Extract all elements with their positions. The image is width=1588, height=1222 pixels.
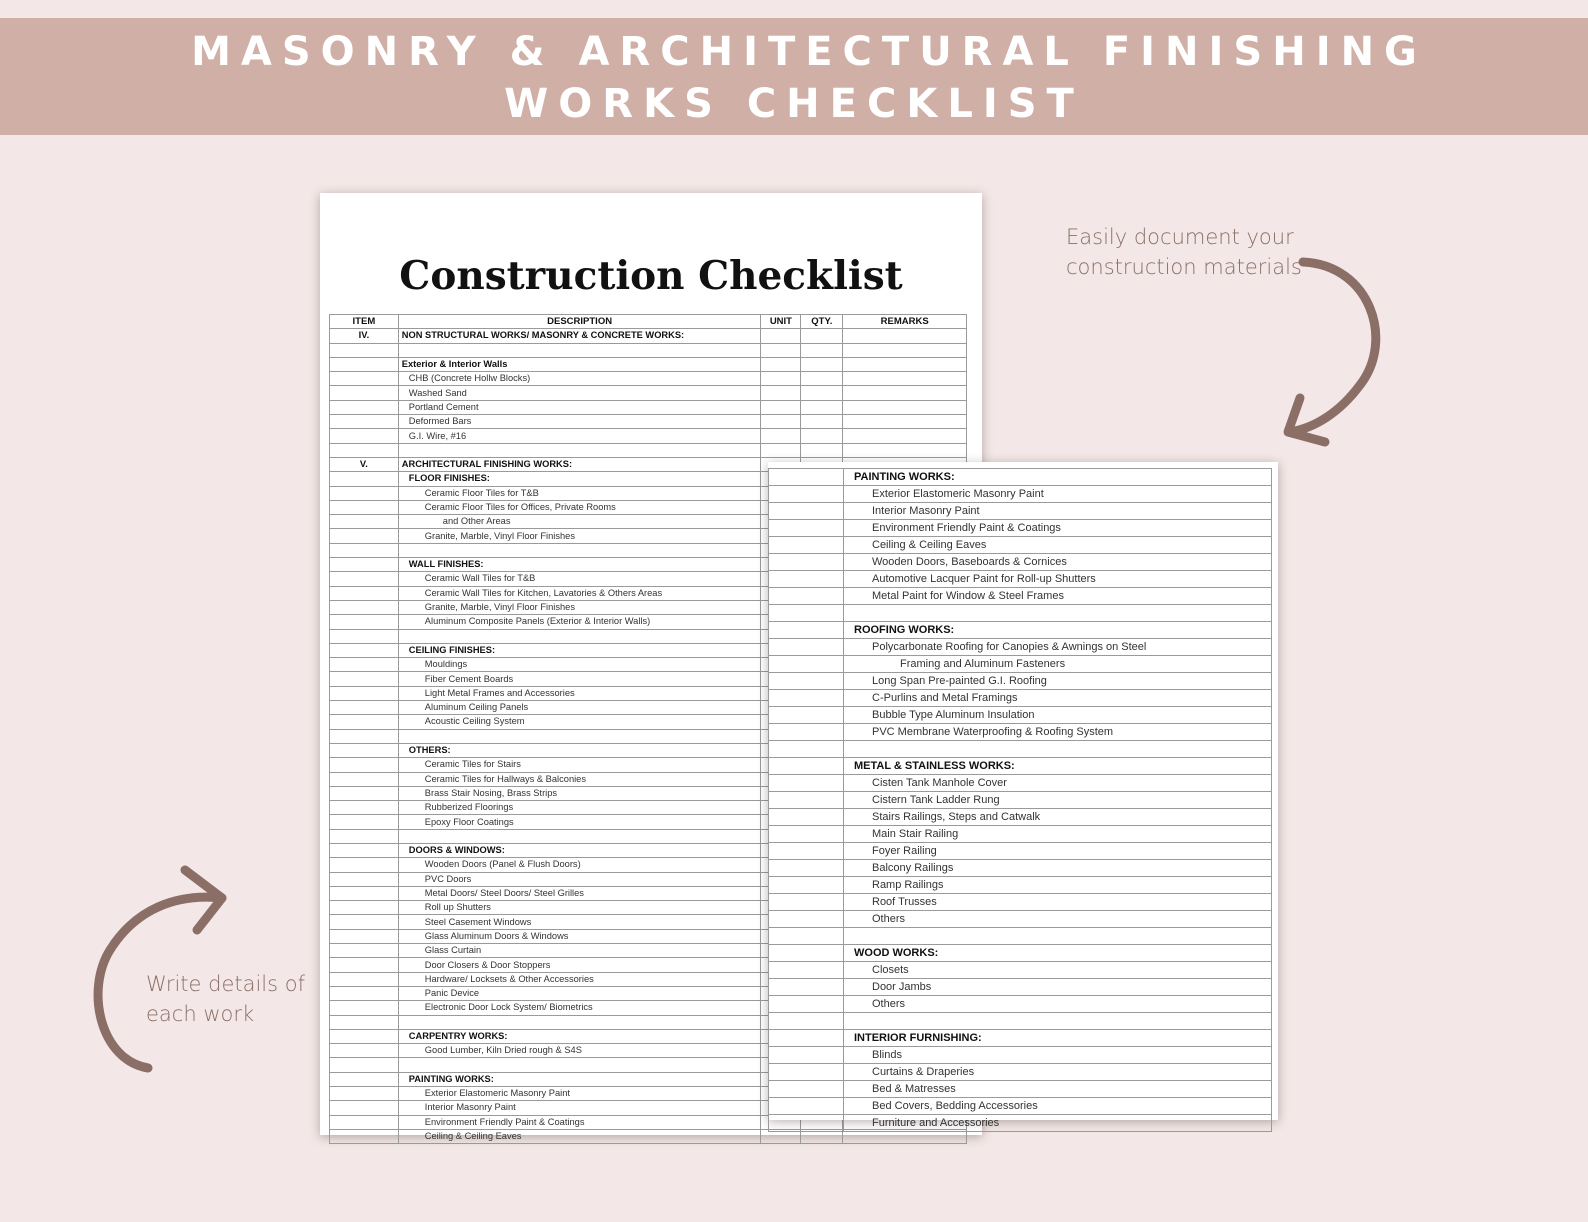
description-cell: INTERIOR FURNISHING: — [844, 1030, 1272, 1047]
item-cell — [330, 1001, 399, 1015]
item-cell[interactable] — [769, 1081, 844, 1098]
table-row — [330, 443, 967, 457]
description-cell: PVC Membrane Waterproofing & Roofing System — [844, 724, 1272, 741]
item-cell — [330, 429, 399, 443]
item-cell[interactable] — [769, 775, 844, 792]
table-row — [769, 673, 1272, 690]
item-cell — [330, 629, 399, 643]
item-cell — [330, 372, 399, 386]
caption-line: each work — [146, 1002, 255, 1026]
description-cell: PAINTING WORKS: — [398, 1072, 761, 1086]
description-cell — [398, 443, 761, 457]
item-cell — [330, 743, 399, 757]
table-row — [769, 639, 1272, 656]
item-cell[interactable] — [769, 571, 844, 588]
qty-cell[interactable] — [801, 329, 843, 343]
table-row — [769, 911, 1272, 928]
table-row — [769, 962, 1272, 979]
unit-cell[interactable] — [761, 372, 801, 386]
arrowhead-right-icon — [1288, 398, 1325, 442]
item-cell — [330, 343, 399, 357]
description-cell: Metal Paint for Window & Steel Frames — [844, 588, 1272, 605]
item-cell — [330, 701, 399, 715]
item-cell — [330, 543, 399, 557]
description-cell: Hardware/ Locksets & Other Accessories — [398, 972, 761, 986]
description-cell: Deformed Bars — [398, 415, 761, 429]
description-cell — [398, 729, 761, 743]
table-row — [769, 741, 1272, 758]
item-cell[interactable] — [769, 656, 844, 673]
description-cell: Bubble Type Aluminum Insulation — [844, 707, 1272, 724]
description-cell: Polycarbonate Roofing for Canopies & Awnings on Steel — [844, 639, 1272, 656]
description-cell — [844, 1013, 1272, 1030]
item-cell — [330, 443, 399, 457]
table-row — [769, 1030, 1272, 1047]
item-cell — [330, 886, 399, 900]
item-cell — [330, 515, 399, 529]
table-row — [769, 792, 1272, 809]
table-row — [769, 877, 1272, 894]
table-row — [769, 690, 1272, 707]
item-cell — [330, 1129, 399, 1143]
table-row — [769, 520, 1272, 537]
description-cell: Ceramic Tiles for Hallways & Balconies — [398, 772, 761, 786]
item-cell — [330, 972, 399, 986]
item-cell[interactable] — [769, 486, 844, 503]
table-row — [769, 1064, 1272, 1081]
banner-title-line1: MASONRY & ARCHITECTURAL FINISHING — [191, 29, 1427, 75]
document-title: Construction Checklist — [399, 253, 903, 299]
item-cell — [330, 600, 399, 614]
description-cell: Brass Stair Nosing, Brass Strips — [398, 786, 761, 800]
description-cell: Ceiling & Ceiling Eaves — [398, 1129, 761, 1143]
item-cell — [330, 357, 399, 371]
header-item: ITEM — [330, 315, 399, 329]
description-cell: Ceramic Tiles for Stairs — [398, 758, 761, 772]
description-cell: ARCHITECTURAL FINISHING WORKS: — [398, 457, 761, 471]
item-cell[interactable] — [769, 469, 844, 486]
item-cell — [330, 1115, 399, 1129]
description-cell: Ceiling & Ceiling Eaves — [844, 537, 1272, 554]
table-row — [769, 1047, 1272, 1064]
description-cell: Environment Friendly Paint & Coatings — [398, 1115, 761, 1129]
description-cell: C-Purlins and Metal Framings — [844, 690, 1272, 707]
table-row — [769, 571, 1272, 588]
description-cell: Roll up Shutters — [398, 901, 761, 915]
item-cell[interactable] — [769, 1030, 844, 1047]
item-cell[interactable] — [769, 537, 844, 554]
description-cell: Fiber Cement Boards — [398, 672, 761, 686]
item-cell — [330, 1101, 399, 1115]
description-cell: Panic Device — [398, 986, 761, 1000]
description-cell — [844, 928, 1272, 945]
item-cell — [330, 643, 399, 657]
item-cell — [330, 672, 399, 686]
table-row — [769, 945, 1272, 962]
table-row — [769, 1013, 1272, 1030]
description-cell: Washed Sand — [398, 386, 761, 400]
item-cell[interactable] — [769, 860, 844, 877]
remarks-cell[interactable] — [843, 372, 967, 386]
item-cell[interactable] — [769, 758, 844, 775]
item-cell[interactable] — [769, 503, 844, 520]
item-cell[interactable] — [769, 554, 844, 571]
table-row — [769, 928, 1272, 945]
description-cell: Ramp Railings — [844, 877, 1272, 894]
table-row — [769, 1115, 1272, 1132]
description-cell: Cistern Tank Ladder Rung — [844, 792, 1272, 809]
table-row — [769, 724, 1272, 741]
item-cell — [330, 872, 399, 886]
item-cell — [330, 758, 399, 772]
item-cell — [330, 486, 399, 500]
item-cell[interactable] — [769, 1064, 844, 1081]
banner-title-line2: WORKS CHECKLIST — [504, 81, 1084, 127]
unit-cell[interactable] — [761, 329, 801, 343]
item-cell[interactable] — [769, 792, 844, 809]
description-cell: Door Jambs — [844, 979, 1272, 996]
description-cell: Bed & Matresses — [844, 1081, 1272, 1098]
item-cell — [330, 658, 399, 672]
table-row — [769, 860, 1272, 877]
description-cell: Ceramic Floor Tiles for T&B — [398, 486, 761, 500]
item-cell — [330, 929, 399, 943]
item-cell — [330, 786, 399, 800]
caption-line: Easily document your — [1066, 225, 1294, 249]
item-cell — [330, 472, 399, 486]
table-row — [769, 1098, 1272, 1115]
item-cell[interactable] — [769, 605, 844, 622]
table-row — [769, 656, 1272, 673]
table-row — [769, 622, 1272, 639]
item-cell — [330, 986, 399, 1000]
table-row — [769, 554, 1272, 571]
description-cell — [398, 343, 761, 357]
item-cell — [330, 915, 399, 929]
unit-cell[interactable] — [761, 343, 801, 357]
unit-cell[interactable] — [761, 415, 801, 429]
description-cell: Ceramic Floor Tiles for Offices, Private Rooms — [398, 500, 761, 514]
title-banner — [0, 18, 1588, 135]
table-row — [330, 386, 967, 400]
description-cell: Exterior Elastomeric Masonry Paint — [398, 1087, 761, 1101]
arrowhead-left-icon — [185, 870, 222, 930]
table-row — [769, 707, 1272, 724]
table-row — [330, 429, 967, 443]
description-cell: WOOD WORKS: — [844, 945, 1272, 962]
item-cell — [330, 615, 399, 629]
description-cell: CARPENTRY WORKS: — [398, 1029, 761, 1043]
description-cell: Interior Masonry Paint — [844, 503, 1272, 520]
remarks-cell[interactable] — [843, 343, 967, 357]
description-cell: ROOFING WORKS: — [844, 622, 1272, 639]
qty-cell[interactable] — [801, 372, 843, 386]
item-cell: V. — [330, 457, 399, 471]
item-cell[interactable] — [769, 1098, 844, 1115]
item-cell — [330, 1015, 399, 1029]
item-cell — [330, 386, 399, 400]
table-row — [769, 605, 1272, 622]
description-cell — [398, 829, 761, 843]
table-row — [769, 775, 1272, 792]
table-row — [769, 996, 1272, 1013]
table-row — [769, 503, 1272, 520]
header-unit: UNIT — [761, 315, 801, 329]
table-row — [769, 826, 1272, 843]
qty-cell[interactable] — [801, 415, 843, 429]
description-cell: Interior Masonry Paint — [398, 1101, 761, 1115]
description-cell: DOORS & WINDOWS: — [398, 843, 761, 857]
item-cell[interactable] — [769, 673, 844, 690]
unit-cell[interactable] — [761, 443, 801, 457]
qty-cell[interactable] — [801, 400, 843, 414]
caption-line: construction materials — [1066, 255, 1302, 279]
table-row — [769, 537, 1272, 554]
description-cell: Wooden Doors (Panel & Flush Doors) — [398, 858, 761, 872]
description-cell: PAINTING WORKS: — [844, 469, 1272, 486]
description-cell: Ceramic Wall Tiles for T&B — [398, 572, 761, 586]
item-cell — [330, 1044, 399, 1058]
caption-write-details — [146, 969, 305, 1029]
item-cell — [330, 415, 399, 429]
remarks-cell[interactable] — [843, 443, 967, 457]
item-cell[interactable] — [769, 707, 844, 724]
table-row — [769, 758, 1272, 775]
caption-document-materials — [1066, 222, 1302, 282]
item-cell — [330, 558, 399, 572]
item-cell — [330, 901, 399, 915]
item-cell — [330, 829, 399, 843]
item-cell — [330, 944, 399, 958]
table-row — [330, 343, 967, 357]
item-cell — [330, 729, 399, 743]
description-cell: Bed Covers, Bedding Accessories — [844, 1098, 1272, 1115]
unit-cell[interactable] — [761, 386, 801, 400]
description-cell: Aluminum Composite Panels (Exterior & Interior Walls) — [398, 615, 761, 629]
table-header-row — [330, 315, 967, 329]
description-cell — [844, 741, 1272, 758]
description-cell: Curtains & Draperies — [844, 1064, 1272, 1081]
description-cell: Exterior Elastomeric Masonry Paint — [844, 486, 1272, 503]
item-cell[interactable] — [769, 928, 844, 945]
table-row — [769, 979, 1272, 996]
description-cell: Epoxy Floor Coatings — [398, 815, 761, 829]
table-row — [330, 400, 967, 414]
item-cell[interactable] — [769, 1115, 844, 1132]
description-cell: Long Span Pre-painted G.I. Roofing — [844, 673, 1272, 690]
description-cell: METAL & STAINLESS WORKS: — [844, 758, 1272, 775]
description-cell: G.I. Wire, #16 — [398, 429, 761, 443]
item-cell[interactable] — [769, 979, 844, 996]
description-cell: Mouldings — [398, 658, 761, 672]
item-cell[interactable] — [769, 520, 844, 537]
remarks-cell[interactable] — [843, 386, 967, 400]
item-cell[interactable] — [769, 945, 844, 962]
header-qty: QTY. — [801, 315, 843, 329]
description-cell: Foyer Railing — [844, 843, 1272, 860]
description-cell: Framing and Aluminum Fasteners — [844, 656, 1272, 673]
description-cell: Aluminum Ceiling Panels — [398, 701, 761, 715]
caption-line: Write details of — [146, 972, 305, 996]
description-cell: OTHERS: — [398, 743, 761, 757]
item-cell — [330, 529, 399, 543]
description-cell: Door Closers & Door Stoppers — [398, 958, 761, 972]
qty-cell[interactable] — [801, 357, 843, 371]
item-cell — [330, 586, 399, 600]
item-cell — [330, 715, 399, 729]
description-cell: CHB (Concrete Hollw Blocks) — [398, 372, 761, 386]
description-cell: WALL FINISHES: — [398, 558, 761, 572]
item-cell — [330, 1058, 399, 1072]
remarks-cell[interactable] — [843, 429, 967, 443]
item-cell — [330, 1072, 399, 1086]
remarks-cell[interactable] — [843, 329, 967, 343]
item-cell[interactable] — [769, 962, 844, 979]
item-cell[interactable] — [769, 996, 844, 1013]
description-cell: NON STRUCTURAL WORKS/ MASONRY & CONCRETE WORKS: — [398, 329, 761, 343]
qty-cell[interactable] — [801, 386, 843, 400]
item-cell[interactable] — [769, 1013, 844, 1030]
remarks-cell[interactable] — [843, 415, 967, 429]
unit-cell[interactable] — [761, 429, 801, 443]
description-cell: and Other Areas — [398, 515, 761, 529]
description-cell: Steel Casement Windows — [398, 915, 761, 929]
header-description: DESCRIPTION — [398, 315, 761, 329]
description-cell — [398, 1058, 761, 1072]
description-cell: Stairs Railings, Steps and Catwalk — [844, 809, 1272, 826]
description-cell: Main Stair Railing — [844, 826, 1272, 843]
description-cell: Portland Cement — [398, 400, 761, 414]
table-row — [330, 415, 967, 429]
qty-cell[interactable] — [801, 429, 843, 443]
description-cell: CEILING FINISHES: — [398, 643, 761, 657]
checklist-table-continued — [768, 468, 1272, 1132]
remarks-cell[interactable] — [843, 357, 967, 371]
description-cell: Wooden Doors, Baseboards & Cornices — [844, 554, 1272, 571]
item-cell[interactable] — [769, 894, 844, 911]
description-cell: Automotive Lacquer Paint for Roll-up Shutters — [844, 571, 1272, 588]
item-cell — [330, 958, 399, 972]
description-cell: Blinds — [844, 1047, 1272, 1064]
unit-cell[interactable] — [761, 357, 801, 371]
description-cell: Closets — [844, 962, 1272, 979]
header-remarks: REMARKS — [843, 315, 967, 329]
remarks-cell[interactable] — [843, 400, 967, 414]
description-cell — [844, 605, 1272, 622]
item-cell — [330, 801, 399, 815]
description-cell: Cisten Tank Manhole Cover — [844, 775, 1272, 792]
item-cell[interactable] — [769, 843, 844, 860]
description-cell: Electronic Door Lock System/ Biometrics — [398, 1001, 761, 1015]
description-cell: Ceramic Wall Tiles for Kitchen, Lavatories & Others Areas — [398, 586, 761, 600]
checklist-page-2 — [768, 462, 1278, 1129]
description-cell — [398, 1015, 761, 1029]
table-row — [330, 372, 967, 386]
item-cell — [330, 572, 399, 586]
item-cell[interactable] — [769, 826, 844, 843]
description-cell: Granite, Marble, Vinyl Floor Finishes — [398, 529, 761, 543]
table-row — [330, 329, 967, 343]
item-cell: IV. — [330, 329, 399, 343]
table-row — [769, 1081, 1272, 1098]
description-cell: Granite, Marble, Vinyl Floor Finishes — [398, 600, 761, 614]
description-cell: Light Metal Frames and Accessories — [398, 686, 761, 700]
description-cell: FLOOR FINISHES: — [398, 472, 761, 486]
item-cell — [330, 1029, 399, 1043]
description-cell: Others — [844, 911, 1272, 928]
item-cell[interactable] — [769, 724, 844, 741]
table-row — [769, 809, 1272, 826]
description-cell: Exterior & Interior Walls — [398, 357, 761, 371]
curved-arrow-right-icon — [1290, 262, 1376, 432]
description-cell: Glass Aluminum Doors & Windows — [398, 929, 761, 943]
item-cell — [330, 1087, 399, 1101]
item-cell — [330, 500, 399, 514]
item-cell[interactable] — [769, 588, 844, 605]
description-cell — [398, 543, 761, 557]
description-cell: Balcony Railings — [844, 860, 1272, 877]
item-cell[interactable] — [769, 809, 844, 826]
qty-cell[interactable] — [801, 343, 843, 357]
table-row — [769, 588, 1272, 605]
description-cell: Acoustic Ceiling System — [398, 715, 761, 729]
table-row — [769, 469, 1272, 486]
description-cell: PVC Doors — [398, 872, 761, 886]
item-cell[interactable] — [769, 877, 844, 894]
item-cell[interactable] — [769, 690, 844, 707]
qty-cell[interactable] — [801, 443, 843, 457]
description-cell: Others — [844, 996, 1272, 1013]
description-cell — [398, 629, 761, 643]
description-cell: Furniture and Accessories — [844, 1115, 1272, 1132]
item-cell — [330, 843, 399, 857]
table-row — [769, 486, 1272, 503]
description-cell: Glass Curtain — [398, 944, 761, 958]
item-cell — [330, 858, 399, 872]
description-cell: Good Lumber, Kiln Dried rough & S4S — [398, 1044, 761, 1058]
item-cell[interactable] — [769, 741, 844, 758]
item-cell — [330, 815, 399, 829]
description-cell: Metal Doors/ Steel Doors/ Steel Grilles — [398, 886, 761, 900]
table-row — [769, 843, 1272, 860]
table-row — [330, 357, 967, 371]
item-cell[interactable] — [769, 639, 844, 656]
item-cell — [330, 772, 399, 786]
item-cell[interactable] — [769, 911, 844, 928]
description-cell: Environment Friendly Paint & Coatings — [844, 520, 1272, 537]
unit-cell[interactable] — [761, 400, 801, 414]
item-cell[interactable] — [769, 622, 844, 639]
item-cell — [330, 686, 399, 700]
description-cell: Roof Trusses — [844, 894, 1272, 911]
description-cell: Rubberized Floorings — [398, 801, 761, 815]
item-cell — [330, 400, 399, 414]
table-row — [769, 894, 1272, 911]
item-cell[interactable] — [769, 1047, 844, 1064]
